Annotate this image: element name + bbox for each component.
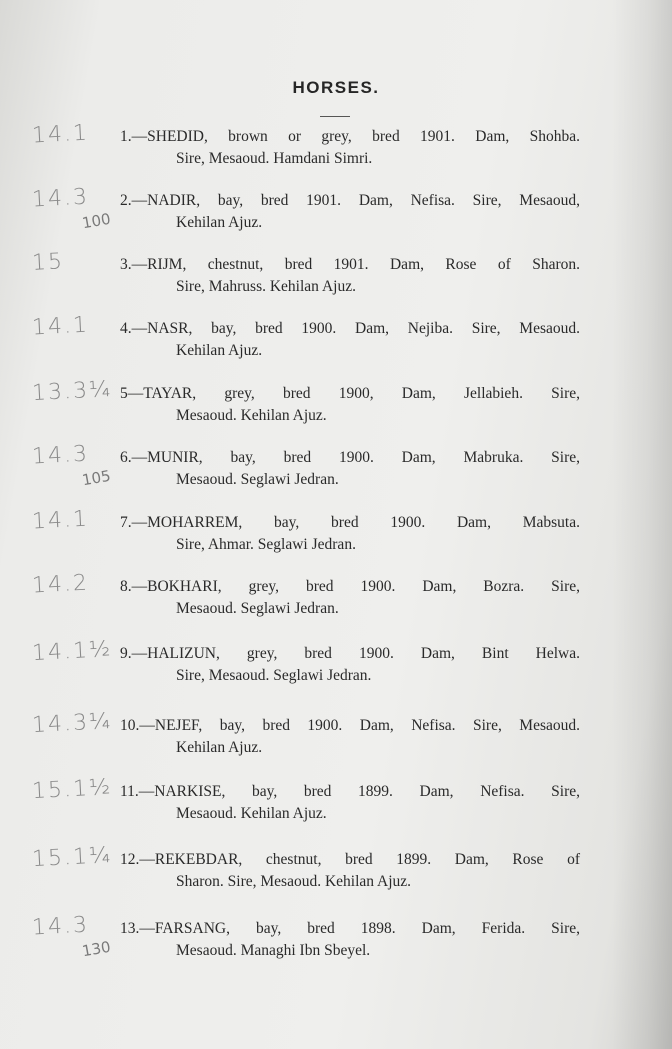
horse-entry-line2: Sire, Mesaoud. Hamdani Simri.: [176, 150, 373, 167]
handwritten-height-note: 14.1½: [31, 636, 113, 667]
horse-entry-line1: 9.—HALIZUN, grey, bred 1900. Dam, Bint Helwa.: [120, 645, 580, 662]
horse-entry-line1: 12.—REKEBDAR, chestnut, bred 1899. Dam, Rose of: [120, 851, 580, 868]
horse-entry-line2: Kehilan Ajuz.: [176, 342, 263, 359]
horse-entry: [120, 512, 580, 556]
horse-entry-line2: Mesaoud. Seglawi Jedran.: [176, 600, 339, 617]
handwritten-height-note: 13.3¼: [31, 376, 113, 407]
handwritten-price-note: 100: [80, 209, 112, 233]
handwritten-price-note: 105: [80, 466, 112, 490]
title-rule: [320, 116, 350, 117]
horse-entry-line2: Kehilan Ajuz.: [176, 739, 263, 756]
handwritten-height-note: 14.1: [31, 120, 90, 149]
horse-entry-line1: 13.—FARSANG, bay, bred 1898. Dam, Ferida. Sire,: [120, 920, 580, 937]
horse-entry: [120, 447, 580, 491]
horse-entry: [120, 190, 580, 234]
handwritten-height-note: 14.2: [31, 570, 90, 599]
horse-entry: [120, 126, 580, 170]
handwritten-height-note: 14.3¼: [31, 708, 113, 739]
handwritten-height-note: 14.1: [31, 506, 90, 535]
horse-entry-line2: Sharon. Sire, Mesaoud. Kehilan Ajuz.: [176, 873, 412, 890]
horse-entry-line2: Sire, Mahruss. Kehilan Ajuz.: [176, 278, 356, 295]
handwritten-height-note: 14.1: [31, 312, 90, 341]
horse-entry: [120, 254, 580, 298]
horse-entry: [120, 576, 580, 620]
horse-entry-line1: 11.—NARKISE, bay, bred 1899. Dam, Nefisa. Sire,: [120, 783, 580, 800]
handwritten-height-note: 14.3: [31, 912, 90, 941]
horse-entry-line1: 6.—MUNIR, bay, bred 1900. Dam, Mabruka. Sire,: [120, 449, 580, 466]
handwritten-price-note: 130: [80, 937, 112, 961]
horse-entry: [120, 849, 580, 893]
horse-entry-line1: 5—TAYAR, grey, bred 1900, Dam, Jellabieh. Sire,: [120, 385, 580, 402]
horse-entry: [120, 918, 580, 962]
horse-entry-line2: Sire, Ahmar. Seglawi Jedran.: [176, 536, 356, 553]
handwritten-height-note: 15: [31, 249, 65, 276]
horse-entry-line1: 8.—BOKHARI, grey, bred 1900. Dam, Bozra. Sire,: [120, 578, 580, 595]
horse-entry-line1: 1.—SHEDID, brown or grey, bred 1901. Dam, Shohba.: [120, 128, 580, 145]
horse-entry-line1: 10.—NEJEF, bay, bred 1900. Dam, Nefisa. Sire, Mesaoud.: [120, 717, 580, 734]
horse-entry-line2: Kehilan Ajuz.: [176, 214, 263, 231]
horse-entry-line1: 2.—NADIR, bay, bred 1901. Dam, Nefisa. Sire, Mesaoud,: [120, 192, 580, 209]
handwritten-height-note: 14.3: [31, 441, 90, 470]
horse-entry: [120, 318, 580, 362]
horse-entry-line1: 4.—NASR, bay, bred 1900. Dam, Nejiba. Sire, Mesaoud.: [120, 320, 580, 337]
page-edge-shadow: [612, 0, 672, 1049]
handwritten-height-note: 15.1¼: [31, 842, 113, 873]
horse-entry-line2: Sire, Mesaoud. Seglawi Jedran.: [176, 667, 372, 684]
horse-entry: [120, 643, 580, 687]
horse-entry-line1: 7.—MOHARREM, bay, bred 1900. Dam, Mabsuta.: [120, 514, 580, 531]
handwritten-height-note: 14.3: [31, 184, 90, 213]
horse-entry: [120, 383, 580, 427]
horse-entry-line2: Mesaoud. Managhi Ibn Sbeyel.: [176, 942, 371, 959]
handwritten-height-note: 15.1½: [31, 774, 113, 805]
horse-entry: [120, 715, 580, 759]
horse-entry-line2: Mesaoud. Kehilan Ajuz.: [176, 407, 327, 424]
horse-entry: [120, 781, 580, 825]
horse-entry-line1: 3.—RIJM, chestnut, bred 1901. Dam, Rose of Sharon.: [120, 256, 580, 273]
page-title: HORSES.: [292, 78, 380, 97]
horse-entry-line2: Mesaoud. Kehilan Ajuz.: [176, 805, 327, 822]
horse-entry-line2: Mesaoud. Seglawi Jedran.: [176, 471, 339, 488]
